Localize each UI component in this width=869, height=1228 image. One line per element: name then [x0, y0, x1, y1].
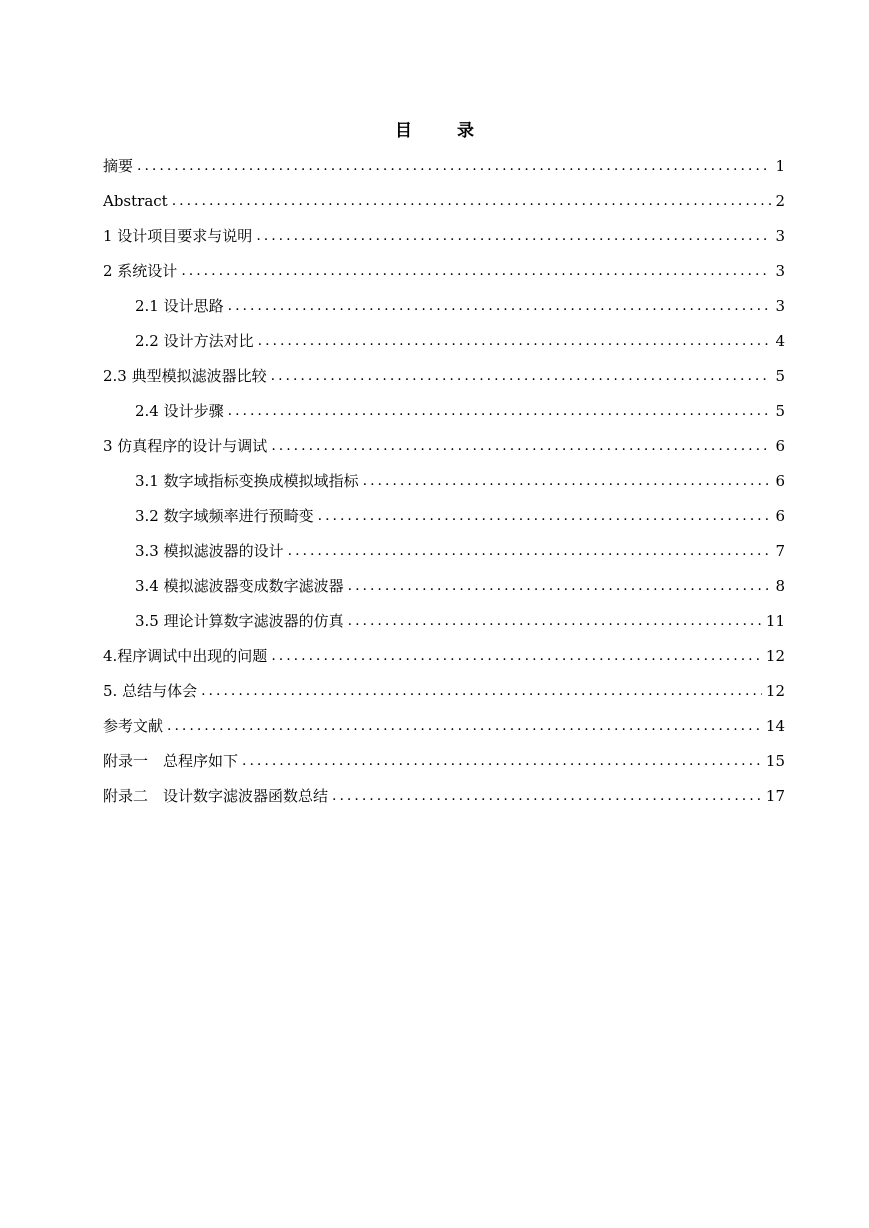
toc-entry[interactable]: [103, 603, 785, 638]
toc-dot-leader: [288, 541, 771, 561]
toc-entry-title: 参考文献: [103, 716, 164, 735]
toc-dot-leader: [228, 401, 771, 421]
toc-dot-leader: [181, 261, 771, 281]
toc-dot-leader: [258, 331, 771, 351]
toc-entry-page: 4: [775, 331, 785, 350]
toc-dot-leader: [348, 611, 762, 631]
toc-entry[interactable]: [103, 253, 785, 288]
toc-dot-leader: [256, 226, 771, 246]
toc-entry[interactable]: [103, 463, 785, 498]
toc-entry[interactable]: [103, 288, 785, 323]
toc-dot-leader: [201, 681, 762, 701]
toc-entry-page: 15: [765, 751, 785, 770]
toc-entry[interactable]: [103, 638, 785, 673]
toc-dot-leader: [172, 191, 771, 211]
toc-entry[interactable]: [103, 148, 785, 183]
toc-dot-leader: [318, 506, 771, 526]
toc-entry-title: 3.2 数字域频率进行预畸变: [135, 506, 314, 525]
toc-dot-leader: [228, 296, 771, 316]
toc-entry-title: 4.程序调试中出现的问题: [103, 646, 268, 665]
toc-entry[interactable]: [103, 218, 785, 253]
toc-entry-title: 3.3 模拟滤波器的设计: [135, 541, 284, 560]
toc-entry[interactable]: [103, 498, 785, 533]
toc-list: [103, 148, 785, 813]
toc-entry-title: 3.1 数字域指标变换成模拟域指标: [135, 471, 359, 490]
toc-entry[interactable]: [103, 393, 785, 428]
toc-entry-title: 2 系统设计: [103, 261, 178, 280]
toc-dot-leader: [271, 646, 762, 666]
toc-entry-page: 6: [775, 436, 785, 455]
toc-dot-leader: [271, 436, 771, 456]
toc-entry-title: 3 仿真程序的设计与调试: [103, 436, 268, 455]
toc-entry-title: 2.3 典型模拟滤波器比较: [103, 366, 267, 385]
toc-entry-title: 附录二 设计数字滤波器函数总结: [103, 786, 329, 805]
toc-dot-leader: [363, 471, 771, 491]
toc-entry[interactable]: [103, 358, 785, 393]
toc-entry-page: 12: [765, 646, 785, 665]
toc-entry-page: 8: [775, 576, 785, 595]
toc-entry[interactable]: [103, 708, 785, 743]
toc-dot-leader: [348, 576, 771, 596]
toc-entry[interactable]: [103, 428, 785, 463]
toc-dot-leader: [137, 156, 771, 176]
toc-entry[interactable]: [103, 533, 785, 568]
toc-entry-page: 12: [765, 681, 785, 700]
toc-entry-page: 3: [775, 226, 785, 245]
toc-entry-title: 摘要: [103, 156, 134, 175]
toc-entry-title: 1 设计项目要求与说明: [103, 226, 253, 245]
toc-entry[interactable]: [103, 183, 785, 218]
toc-entry-page: 5: [775, 401, 785, 420]
toc-entry-page: 3: [775, 261, 785, 280]
toc-dot-leader: [271, 366, 771, 386]
toc-entry[interactable]: [103, 323, 785, 358]
toc-entry-page: 2: [775, 191, 785, 210]
toc-entry-page: 6: [775, 471, 785, 490]
toc-entry-title: 附录一 总程序如下: [103, 751, 239, 770]
toc-entry[interactable]: [103, 673, 785, 708]
toc-entry-page: 14: [765, 716, 785, 735]
toc-entry-page: 7: [775, 541, 785, 560]
toc-entry-title: 2.1 设计思路: [135, 296, 224, 315]
toc-dot-leader: [242, 751, 762, 771]
toc-entry-title: 2.2 设计方法对比: [135, 331, 254, 350]
toc-entry-title: 3.5 理论计算数字滤波器的仿真: [135, 611, 344, 630]
toc-entry[interactable]: [103, 778, 785, 813]
toc-entry-title: Abstract: [103, 191, 168, 210]
toc-dot-leader: [167, 716, 762, 736]
toc-entry-page: 1: [775, 156, 785, 175]
toc-entry-title: 2.4 设计步骤: [135, 401, 224, 420]
toc-entry-page: 11: [765, 611, 785, 630]
toc-entry-title: 3.4 模拟滤波器变成数字滤波器: [135, 576, 344, 595]
toc-entry-page: 5: [775, 366, 785, 385]
toc-title: 目 录: [395, 121, 488, 141]
toc-entry-title: 5. 总结与体会: [103, 681, 198, 700]
toc-entry-page: 6: [775, 506, 785, 525]
toc-entry-page: 17: [765, 786, 785, 805]
toc-entry-page: 3: [775, 296, 785, 315]
toc-entry[interactable]: [103, 743, 785, 778]
toc-dot-leader: [332, 786, 762, 806]
toc-entry[interactable]: [103, 568, 785, 603]
